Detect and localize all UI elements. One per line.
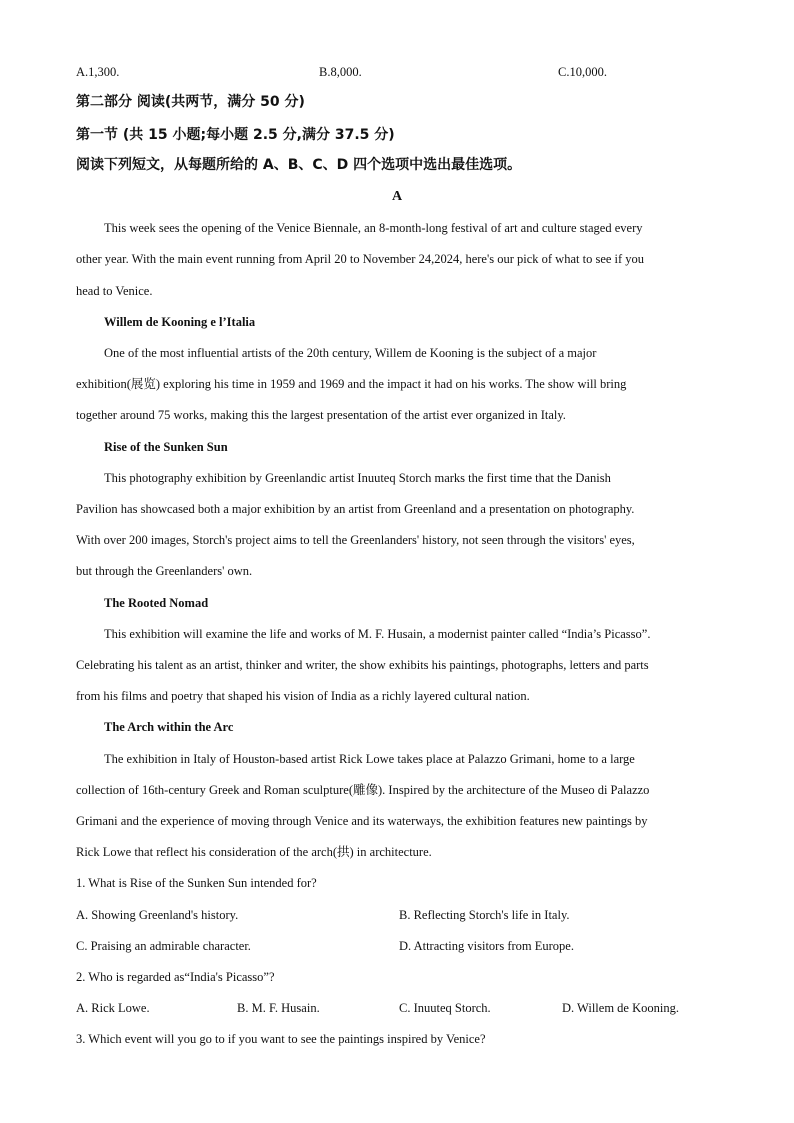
part-title: 第二部分 阅读(共两节，满分 50 分) [76, 94, 305, 110]
section-title: Willem de Kooning e l’Italia [104, 315, 256, 329]
section-title: The Rooted Nomad [104, 596, 209, 610]
paragraph-line: The exhibition in Italy of Houston-based artist Rick Lowe takes place at Palazzo Grimani, home to a large [104, 752, 635, 766]
prev-option-c: C.10,000. [558, 65, 607, 79]
paragraph-line: Rick Lowe that reflect his consideration of the arch(拱) in architecture. [76, 845, 432, 859]
paragraph-line: With over 200 images, Storch's project aims to tell the Greenlanders' history, not seen through the visitors' eyes, [76, 533, 635, 547]
paragraph-line: collection of 16th-century Greek and Roman sculpture(雕像). Inspired by the architecture of the Museo di Palazzo [76, 783, 650, 797]
section-title: Rise of the Sunken Sun [104, 440, 228, 454]
passage-label: A [391, 189, 403, 204]
subsection-title: 第一节 (共 15 小题;每小题 2.5 分,满分 37.5 分) [76, 127, 395, 143]
paragraph-line: This photography exhibition by Greenlandic artist Inuuteq Storch marks the first time that the Danish [104, 471, 611, 485]
paragraph-line: One of the most influential artists of the 20th century, Willem de Kooning is the subject of a major [104, 346, 597, 360]
paragraph-line: together around 75 works, making this the largest presentation of the artist ever organized in Italy. [76, 408, 566, 422]
section-title: The Arch within the Arc [104, 720, 234, 734]
paragraph-line: Grimani and the experience of moving through Venice and its waterways, the exhibition features new paintings by [76, 814, 648, 828]
question-stem-2: 2. Who is regarded as“India's Picasso”? [76, 970, 275, 984]
question-stem-3: 3. Which event will you go to if you want to see the paintings inspired by Venice? [76, 1032, 486, 1046]
question-stem-1: 1. What is Rise of the Sunken Sun intended for? [76, 876, 317, 890]
paragraph-line: Pavilion has showcased both a major exhibition by an artist from Greenland and a presentation on photography. [76, 502, 635, 516]
q1-option-a[interactable]: A. Showing Greenland's history. [76, 908, 239, 922]
intro-line-3: head to Venice. [76, 284, 153, 298]
paragraph-line: but through the Greenlanders' own. [76, 564, 253, 578]
q2-option-b[interactable]: B. M. F. Husain. [237, 1001, 320, 1015]
q1-option-c[interactable]: C. Praising an admirable character. [76, 939, 251, 953]
q1-option-d[interactable]: D. Attracting visitors from Europe. [399, 939, 574, 953]
intro-line-1: This week sees the opening of the Venice Biennale, an 8-month-long festival of art and culture staged every [104, 221, 643, 235]
q2-option-a[interactable]: A. Rick Lowe. [76, 1001, 150, 1015]
q2-option-c[interactable]: C. Inuuteq Storch. [399, 1001, 491, 1015]
prev-option-b: B.8,000. [319, 65, 362, 79]
paragraph-line: exhibition(展览) exploring his time in 1959 and 1969 and the impact it had on his works. The show will bring [76, 377, 627, 391]
paragraph-line: This exhibition will examine the life and works of M. F. Husain, a modernist painter called “India’s Picasso”. [104, 627, 651, 641]
paragraph-line: Celebrating his talent as an artist, thinker and writer, the show exhibits his paintings, photographs, letters and parts [76, 658, 649, 672]
prev-option-a: A.1,300. [76, 65, 120, 79]
q2-option-d[interactable]: D. Willem de Kooning. [562, 1001, 679, 1015]
instruction: 阅读下列短文，从每题所给的 A、B、C、D 四个选项中选出最佳选项。 [76, 157, 522, 173]
q1-option-b[interactable]: B. Reflecting Storch's life in Italy. [399, 908, 570, 922]
paragraph-line: from his films and poetry that shaped his vision of India as a richly layered cultural nation. [76, 689, 530, 703]
intro-line-2: other year. With the main event running from April 20 to November 24,2024, here's our pick of what to see if you [76, 252, 645, 266]
